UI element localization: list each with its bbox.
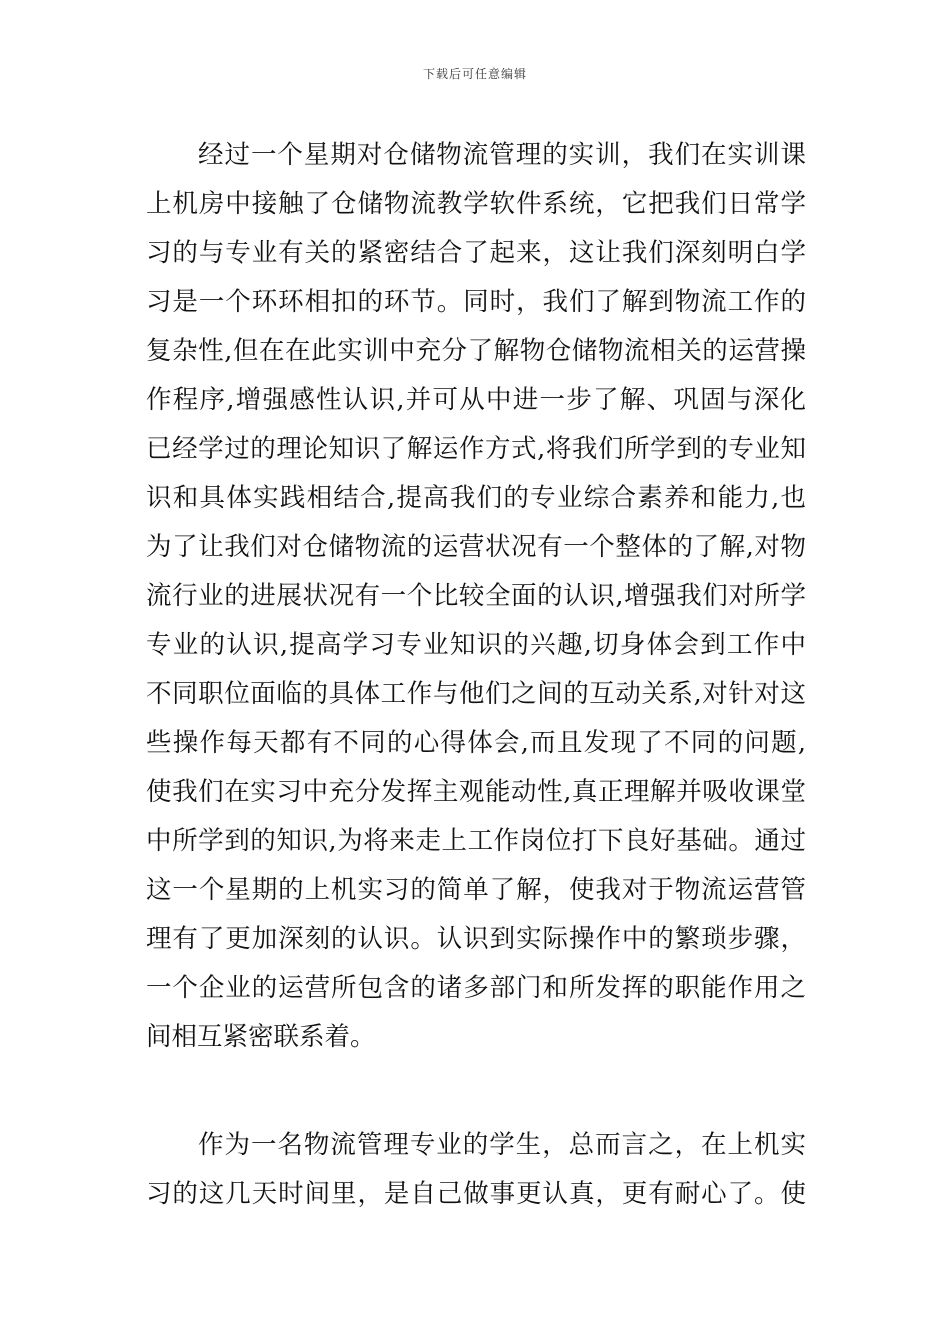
paragraph-line: 作为一名物流管理专业的学生，总而言之，在上机实 (198, 1130, 806, 1160)
paragraph-line: 不同职位面临的具体工作与他们之间的互动关系,对针对这 (146, 679, 806, 709)
paragraph-line: 中所学到的知识,为将来走上工作岗位打下良好基础。通过 (146, 826, 806, 856)
paragraph-line: 这一个星期的上机实习的简单了解，使我对于物流运营管 (146, 875, 806, 905)
paragraph-line: 流行业的进展状况有一个比较全面的认识,增强我们对所学 (146, 581, 806, 611)
page-header-note: 下载后可任意编辑 (422, 67, 527, 81)
paragraph-line: 专业的认识,提高学习专业知识的兴趣,切身体会到工作中 (146, 630, 806, 660)
paragraph-line: 上机房中接触了仓储物流教学软件系统，它把我们日常学 (146, 189, 806, 219)
paragraph-line: 识和具体实践相结合,提高我们的专业综合素养和能力,也 (146, 483, 806, 513)
paragraph-line: 习是一个环环相扣的环节。同时，我们了解到物流工作的 (146, 287, 806, 317)
paragraph-line: 使我们在实习中充分发挥主观能动性,真正理解并吸收课堂 (146, 777, 806, 807)
paragraph-line: 间相互紧密联系着。 (146, 1022, 376, 1052)
paragraph-line: 复杂性,但在在此实训中充分了解物仓储物流相关的运营操 (146, 336, 806, 366)
paragraph-line: 作程序,增强感性认识,并可从中进一步了解、巩固与深化 (146, 385, 806, 415)
paragraph-line: 为了让我们对仓储物流的运营状况有一个整体的了解,对物 (146, 532, 806, 562)
paragraph-line: 一个企业的运营所包含的诸多部门和所发挥的职能作用之 (146, 973, 806, 1003)
paragraph-line: 习的这几天时间里，是自己做事更认真，更有耐心了。使 (146, 1179, 806, 1209)
paragraph-line: 理有了更加深刻的认识。认识到实际操作中的繁琐步骤， (146, 924, 806, 954)
paragraph-line: 习的与专业有关的紧密结合了起来，这让我们深刻明白学 (146, 238, 806, 268)
paragraph-line: 经过一个星期对仓储物流管理的实训，我们在实训课 (198, 140, 806, 170)
paragraph-line: 些操作每天都有不同的心得体会,而且发现了不同的问题, (146, 728, 806, 758)
paragraph-line: 已经学过的理论知识了解运作方式,将我们所学到的专业知 (146, 434, 806, 464)
